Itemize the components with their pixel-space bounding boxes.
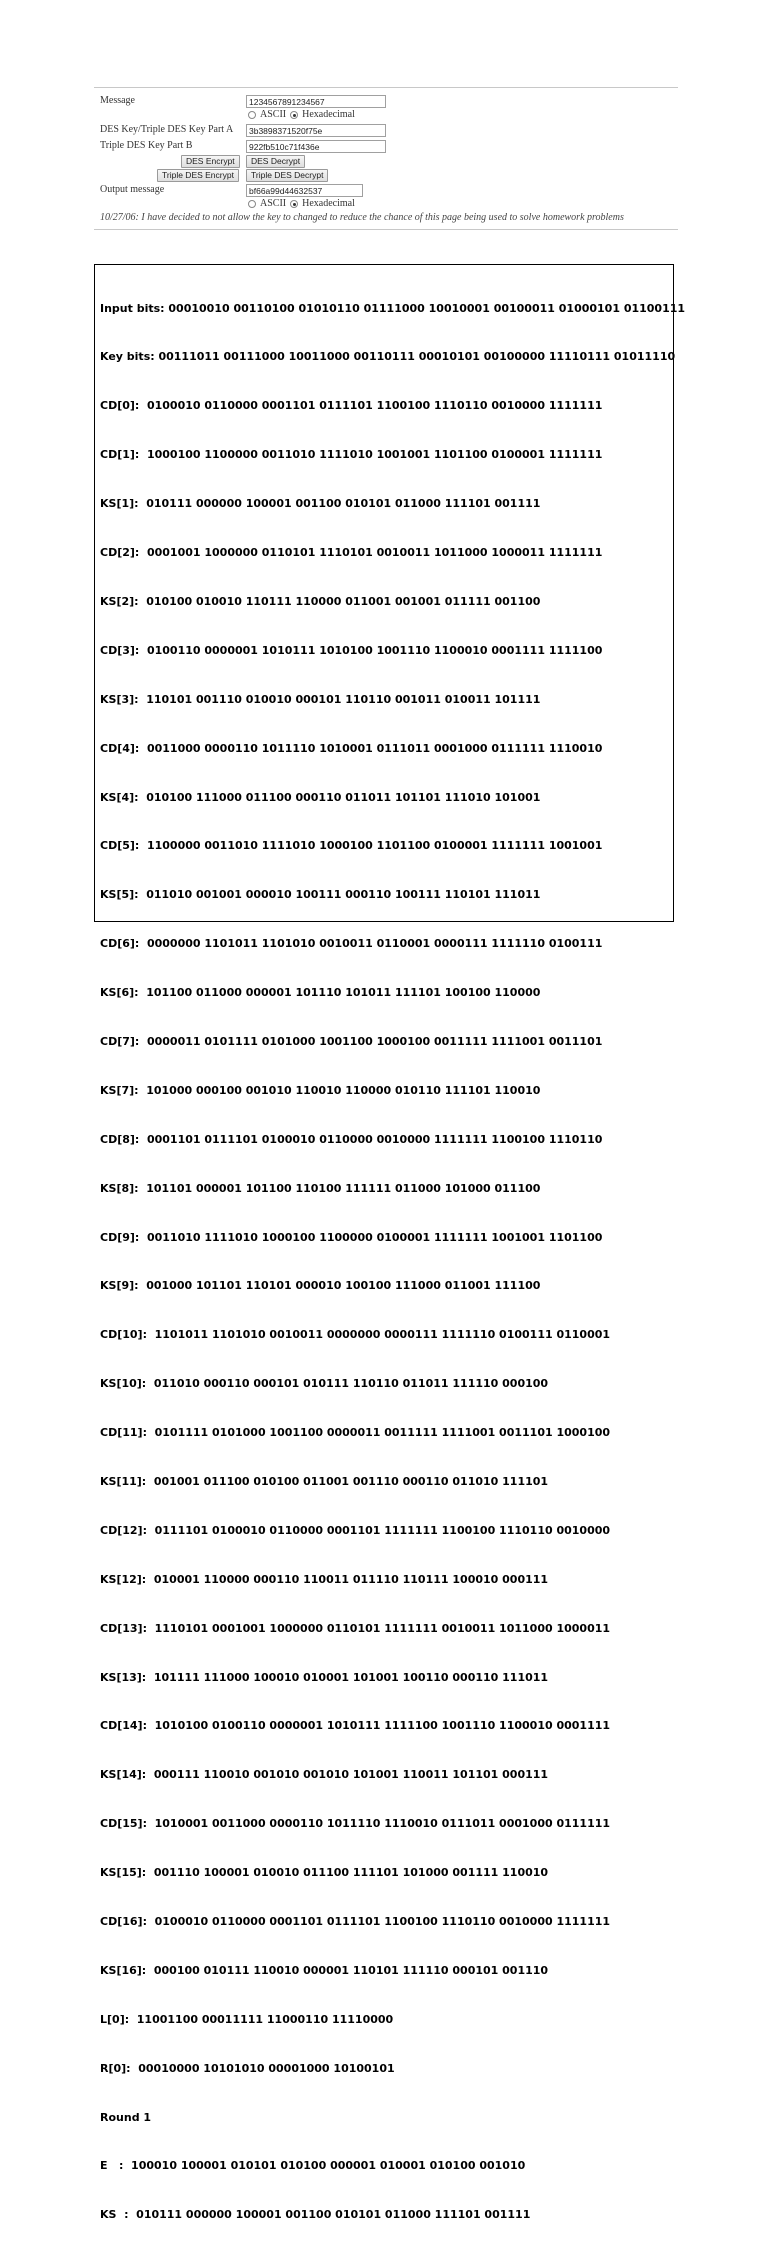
trace-line: KS[10]: 011010 000110 000101 010111 110110 011011 111110 000100 bbox=[100, 1377, 549, 1391]
key-b-label: Triple DES Key Part B bbox=[100, 140, 193, 151]
trace-line: CD[1]: 1000100 1100000 0011010 1111010 1001001 1101100 0100001 1111111 bbox=[100, 448, 603, 462]
bottom-divider bbox=[94, 229, 678, 230]
trace-line: CD[16]: 0100010 0110000 0001101 0111101 1100100 1110110 0010000 1111111 bbox=[100, 1914, 611, 1928]
trace-line: KS[11]: 001001 011100 010100 011001 001110 000110 011010 111101 bbox=[100, 1474, 549, 1488]
trace-line: R[0]: 00010000 10101010 00001000 10100101 bbox=[100, 2061, 395, 2075]
trace-line: KS[6]: 101100 011000 000001 101110 101011 111101 100100 110000 bbox=[100, 986, 541, 1000]
triple-des-decrypt-button[interactable]: Triple DES Decrypt bbox=[246, 169, 328, 182]
top-divider bbox=[94, 87, 678, 88]
des-trace-box bbox=[94, 264, 686, 2222]
trace-line: KS : 010111 000000 100001 001100 010101 011000 111101 001111 bbox=[100, 2208, 531, 2222]
output-input[interactable] bbox=[246, 184, 363, 197]
output-label: Output message bbox=[100, 184, 165, 195]
trace-line: KS[9]: 001000 101101 110101 000010 100100 111000 011001 111100 bbox=[100, 1279, 541, 1293]
trace-line: KS[7]: 101000 000100 001010 110010 110000 010110 111101 110010 bbox=[100, 1083, 541, 1097]
output-ascii-radio[interactable] bbox=[248, 200, 256, 208]
trace-line: Input bits: 00010010 00110100 01010110 01111000 10010001 00100011 01000101 01100111 bbox=[100, 301, 686, 315]
key-a-label: DES Key/Triple DES Key Part A bbox=[100, 124, 234, 135]
trace-line: KS[12]: 010001 110000 000110 110011 011110 110111 100010 000111 bbox=[100, 1572, 549, 1586]
trace-line: KS[2]: 010100 010010 110111 110000 011001 001001 011111 001100 bbox=[100, 594, 541, 608]
trace-line: CD[15]: 1010001 0011000 0000110 1011110 1110010 0111011 0001000 0111111 bbox=[100, 1817, 611, 1831]
trace-line: CD[10]: 1101011 1101010 0010011 0000000 0000111 1111110 0100111 0110001 bbox=[100, 1328, 611, 1342]
trace-line: Key bits: 00111011 00111000 10011000 00110111 00010101 00100000 11110111 01011110 bbox=[100, 350, 676, 364]
output-hex-label: Hexadecimal bbox=[302, 198, 355, 209]
message-input[interactable] bbox=[246, 95, 386, 108]
trace-line: KS[1]: 010111 000000 100001 001100 010101 011000 111101 001111 bbox=[100, 497, 541, 511]
message-hex-radio[interactable] bbox=[290, 111, 298, 119]
trace-line: E : 100010 100001 010101 010100 000001 010001 010100 001010 bbox=[100, 2159, 526, 2173]
trace-line: CD[2]: 0001001 1000000 0110101 1110101 0010011 1011000 1000011 1111111 bbox=[100, 546, 603, 560]
trace-line: L[0]: 11001100 00011111 11000110 11110000 bbox=[100, 2012, 394, 2026]
trace-line: KS[3]: 110101 001110 010010 000101 110110 001011 010011 101111 bbox=[100, 692, 541, 706]
trace-line: CD[7]: 0000011 0101111 0101000 1001100 1000100 0011111 1111001 0011101 bbox=[100, 1034, 603, 1048]
trace-line: KS[8]: 101101 000001 101100 110100 111111 011000 101000 011100 bbox=[100, 1181, 541, 1195]
trace-line: CD[11]: 0101111 0101000 1001100 0000011 0011111 1111001 0011101 1000100 bbox=[100, 1426, 611, 1440]
trace-line: KS[16]: 000100 010111 110010 000001 110101 111110 000101 001110 bbox=[100, 1963, 549, 1977]
key-b-input[interactable] bbox=[246, 140, 386, 153]
trace-line: Round 1 bbox=[100, 2110, 152, 2124]
message-format-radios bbox=[248, 108, 355, 122]
trace-line: KS[5]: 011010 001001 000010 100111 000110 100111 110101 111011 bbox=[100, 888, 541, 902]
message-ascii-radio[interactable] bbox=[248, 111, 256, 119]
output-ascii-label: ASCII bbox=[260, 198, 287, 209]
trace-line: KS[13]: 101111 111000 100010 010001 101001 100110 000110 111011 bbox=[100, 1670, 549, 1684]
key-a-input[interactable] bbox=[246, 124, 386, 137]
trace-line: CD[8]: 0001101 0111101 0100010 0110000 0010000 1111111 1100100 1110110 bbox=[100, 1132, 603, 1146]
trace-line: CD[13]: 1110101 0001001 1000000 0110101 1111111 0010011 1011000 1000011 bbox=[100, 1621, 611, 1635]
trace-line: CD[14]: 1010100 0100110 0000001 1010111 1111100 1001110 1100010 0001111 bbox=[100, 1719, 611, 1733]
trace-line: KS[4]: 010100 111000 011100 000110 011011 101101 111010 101001 bbox=[100, 790, 541, 804]
des-encrypt-button[interactable]: DES Encrypt bbox=[181, 155, 240, 168]
output-hex-radio[interactable] bbox=[290, 200, 298, 208]
triple-des-encrypt-button[interactable]: Triple DES Encrypt bbox=[157, 169, 239, 182]
message-ascii-label: ASCII bbox=[260, 109, 287, 120]
trace-line: CD[5]: 1100000 0011010 1111010 1000100 1101100 0100001 1111111 1001001 bbox=[100, 839, 603, 853]
trace-line: KS[15]: 001110 100001 010010 011100 111101 101000 001111 110010 bbox=[100, 1866, 549, 1880]
trace-line: CD[0]: 0100010 0110000 0001101 0111101 1100100 1110110 0010000 1111111 bbox=[100, 399, 603, 413]
trace-line: CD[3]: 0100110 0000001 1010111 1010100 1001110 1100010 0001111 1111100 bbox=[100, 643, 603, 657]
trace-line: KS[14]: 000111 110010 001010 001010 101001 110011 101101 000111 bbox=[100, 1768, 549, 1782]
trace-line: CD[6]: 0000000 1101011 1101010 0010011 0110001 0000111 1111110 0100111 bbox=[100, 937, 603, 951]
output-format-radios bbox=[248, 197, 355, 211]
date-note: 10/27/06: I have decided to not allow the key to changed to reduce the chance of this page being used to solve homework problems bbox=[100, 212, 624, 223]
trace-line: CD[9]: 0011010 1111010 1000100 1100000 0100001 1111111 1001001 1101100 bbox=[100, 1230, 603, 1244]
trace-line: CD[12]: 0111101 0100010 0110000 0001101 1111111 1100100 1110110 0010000 bbox=[100, 1523, 611, 1537]
trace-line: CD[4]: 0011000 0000110 1011110 1010001 0111011 0001000 0111111 1110010 bbox=[100, 741, 603, 755]
des-decrypt-button[interactable]: DES Decrypt bbox=[246, 155, 305, 168]
message-hex-label: Hexadecimal bbox=[302, 109, 355, 120]
des-trace-lines bbox=[100, 268, 686, 2256]
message-label: Message bbox=[100, 95, 135, 106]
